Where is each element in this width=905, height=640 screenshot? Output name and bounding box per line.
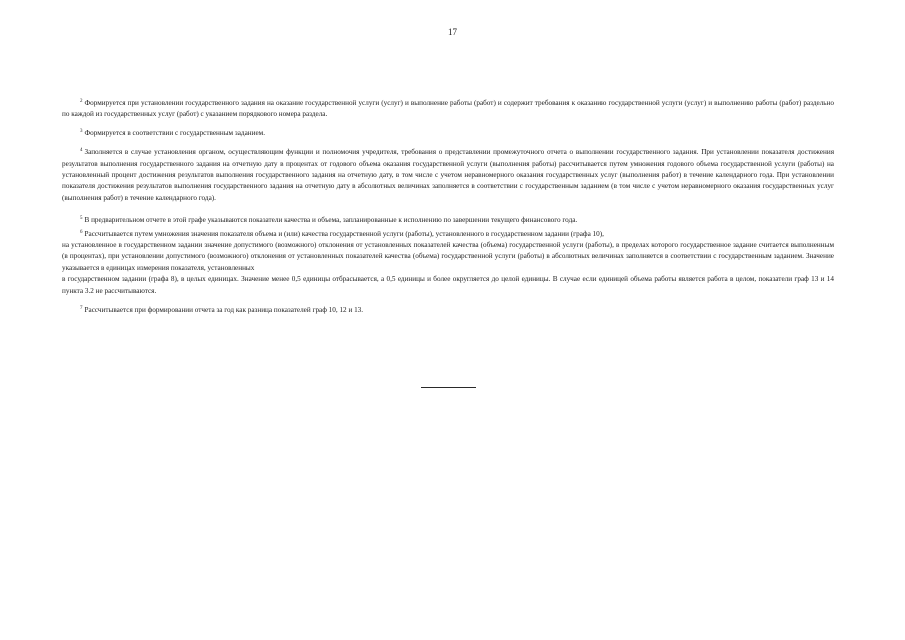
footnote-marker: 2 — [80, 99, 83, 104]
footnotes — [62, 98, 834, 324]
footnote-marker: 4 — [80, 148, 83, 154]
end-rule — [421, 387, 476, 388]
footnote-marker: 3 — [80, 129, 83, 135]
footnote-text: В предварительном отчете в этой графе указываются показатели качества и объема, запланированные к исполнению по завершении текущего финансового года. — [84, 216, 578, 225]
footnote-6-line-1 — [62, 229, 834, 240]
footnote-text: Формируется в соответствии с государственным заданием. — [84, 129, 266, 138]
footnote-5 — [62, 215, 834, 226]
footnote-4 — [62, 147, 834, 204]
footnote-6-line-3: в государственном задании (графа 8), в целых единицах. Значение менее 0,5 единицы отбрасывается, а 0,5 единицы и более округляется до целой единицы. В случае если единицей объема работы является работа в целом, показатели граф 13 и 14 пункта 3.2 не рассчитываются. — [62, 275, 834, 295]
footnote-text: Заполняется в случае установления органом, осуществляющим функции и полномочия учредителя, требования о представлении промежуточного отчета о выполнении государственного задания. При установлении показателя достижения результатов выполнения государственного задания на отчетную дату в процентах от годового объема оказания государственной услуги (выполнения работы) рассчитывается путем умножения годового объема государственной услуги (работы) на установленный процент достижения результатов выполнения государственного задания на отчетную дату, в том числе с учетом неравномерного оказания государственных услуг (выполнения работ) в течение календарного года. При установлении показателя достижения результатов выполнения государственного задания на отчетную дату в абсолютных величинах заполняется в соответствии с государственным заданием (в том числе с учетом неравномерного оказания государственных услуг (выполнения работ) в течение календарного года). — [62, 148, 834, 202]
page-number: 17 — [448, 27, 457, 37]
footnote-marker: 7 — [80, 305, 83, 311]
footnote-text: Рассчитывается при формировании отчета за год как разница показателей граф 10, 12 и 13. — [84, 305, 364, 314]
footnote-3 — [62, 128, 834, 139]
footnote-text: Формируется при установлении государственного задания на оказание государственной услуги (услуг) и выполнение работы (работ) и содержит требования к оказанию государственной услуги (услуг) и выполнению работы (работ) раздельно по каждой из государственных услуг (работ) с указанием порядкового номера раздела. — [62, 99, 834, 119]
footnote-7 — [62, 305, 834, 316]
footnote-marker: 6 — [80, 229, 83, 235]
footnote-2 — [62, 98, 834, 121]
footnote-marker: 5 — [80, 216, 83, 222]
footnote-6 — [62, 229, 834, 297]
footnote-text: Рассчитывается путем умножения значения показателя объема и (или) качества государственной услуги (работы), установленного в государственном задании (графа 10), — [84, 229, 604, 238]
footnote-6-line-2: на установленное в государственном задании значение допустимого (возможного) отклонения от установленных показателей качества (объема) государственной услуги (работы), в пределах которого государственное задание считается выполненным (в процентах), при установлении допустимого (возможного) отклонения от установленных показателей качества (объема) государственной услуги (работы) в абсолютных величинах заполняется в соответствии с государственным заданием. Значение указывается в единицах измерения показателя, установленных — [62, 241, 834, 272]
